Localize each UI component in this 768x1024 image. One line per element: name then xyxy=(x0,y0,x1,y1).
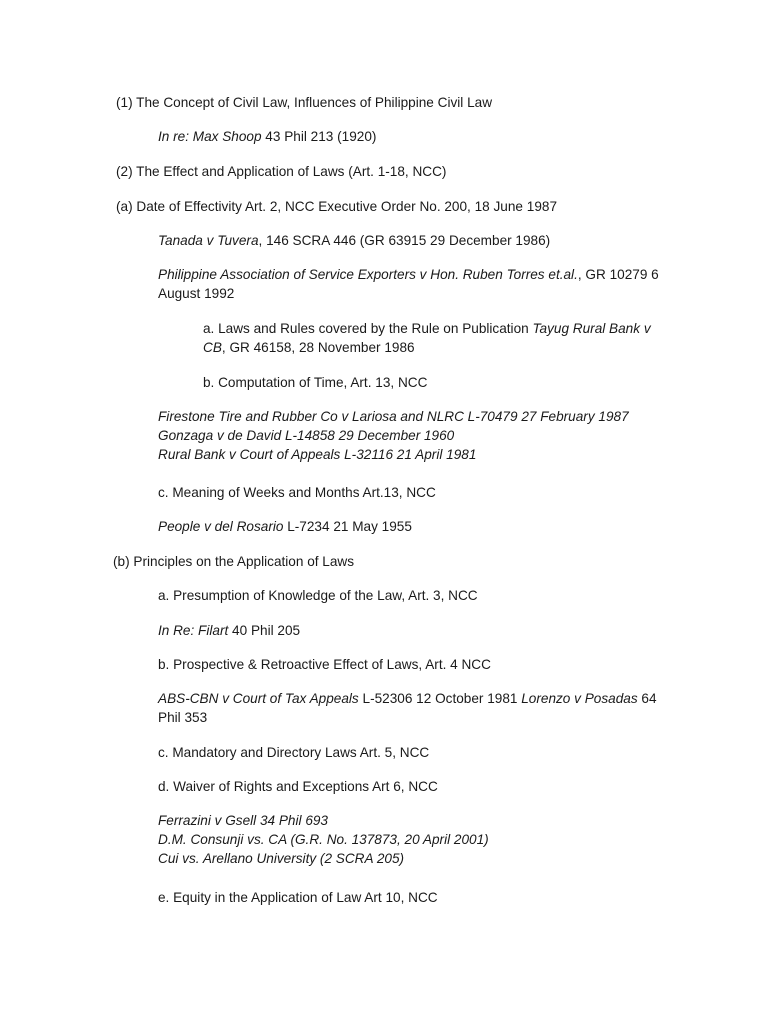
case-del-rosario xyxy=(158,517,412,536)
case-gonzaga xyxy=(158,426,454,445)
case-text: Cui vs. Arellano University (2 SCRA 205) xyxy=(158,851,405,866)
case-max-shoop xyxy=(158,127,376,146)
case-citation: 64 xyxy=(637,691,657,706)
subitem-mandatory-directory: c. Mandatory and Directory Laws Art. 5, NCC xyxy=(158,745,430,760)
case-text: Firestone Tire and Rubber Co v Lariosa and NLRC L-70479 27 February 1987 xyxy=(158,409,629,424)
case-text: D.M. Consunji vs. CA (G.R. No. 137873, 20 April 2001) xyxy=(158,832,489,847)
case-rural-bank xyxy=(158,445,476,464)
case-name: In Re: Filart xyxy=(158,623,229,638)
case-text: Gonzaga v de David L-14858 29 December 1960 xyxy=(158,428,455,443)
case-citation: 40 Phil 205 xyxy=(228,623,301,638)
case-citation: 43 Phil 213 (1920) xyxy=(261,129,377,144)
case-name: Lorenzo v Posadas xyxy=(521,691,638,706)
heading-effect-and-application: (2) The Effect and Application of Laws (Art. 1-18, NCC) xyxy=(116,164,447,179)
heading-date-of-effectivity: (a) Date of Effectivity Art. 2, NCC Executive Order No. 200, 18 June 1987 xyxy=(116,199,557,214)
subitem-equity: e. Equity in the Application of Law Art 10, NCC xyxy=(158,890,438,905)
heading-concept-of-civil-law: (1) The Concept of Civil Law, Influences of Philippine Civil Law xyxy=(116,95,493,110)
case-name: ABS-CBN v Court of Tax Appeals xyxy=(158,691,359,706)
case-name: Philippine Association of Service Exporters v Hon. Ruben Torres et.al. xyxy=(158,267,578,282)
case-firestone xyxy=(158,407,629,426)
case-citation: L-52306 12 October 1981 xyxy=(358,691,522,706)
case-name: CB xyxy=(203,340,222,355)
subitem-weeks-and-months: c. Meaning of Weeks and Months Art.13, NCC xyxy=(158,485,436,500)
case-citation: , GR 10279 6 xyxy=(577,267,659,282)
subitem-computation-of-time: b. Computation of Time, Art. 13, NCC xyxy=(203,375,428,390)
case-text: Ferrazini v Gsell 34 Phil 693 xyxy=(158,813,328,828)
case-text: Rural Bank v Court of Appeals L-32116 21 April 1981 xyxy=(158,447,477,462)
subitem-prospective-retroactive: b. Prospective & Retroactive Effect of Laws, Art. 4 NCC xyxy=(158,657,491,672)
case-name: Tayug Rural Bank v xyxy=(532,321,651,336)
case-abs-cbn-line1 xyxy=(158,689,657,708)
subitem-rules-on-publication-line2 xyxy=(203,338,415,357)
subitem-waiver-of-rights: d. Waiver of Rights and Exceptions Art 6, NCC xyxy=(158,779,438,794)
case-pase-line2: August 1992 xyxy=(158,286,235,301)
case-filart xyxy=(158,621,300,640)
case-citation: L-7234 21 May 1955 xyxy=(283,519,412,534)
subitem-presumption-of-knowledge: a. Presumption of Knowledge of the Law, Art. 3, NCC xyxy=(158,588,478,603)
case-name: In re: Max Shoop xyxy=(158,129,262,144)
case-consunji xyxy=(158,830,489,849)
case-citation: , GR 46158, 28 November 1986 xyxy=(221,340,415,355)
case-ferrazini xyxy=(158,811,328,830)
case-tanada xyxy=(158,231,550,250)
case-abs-cbn-line2: Phil 353 xyxy=(158,710,208,725)
case-citation: , 146 SCRA 446 (GR 63915 29 December 1986) xyxy=(258,233,551,248)
subitem-text: a. Laws and Rules covered by the Rule on Publication xyxy=(203,321,533,336)
heading-principles-on-application: (b) Principles on the Application of Laws xyxy=(113,554,355,569)
case-cui xyxy=(158,849,404,868)
case-name: People v del Rosario xyxy=(158,519,284,534)
case-pase-line1 xyxy=(158,265,659,284)
case-name: Tanada v Tuvera xyxy=(158,233,259,248)
subitem-rules-on-publication-line1 xyxy=(203,319,651,338)
